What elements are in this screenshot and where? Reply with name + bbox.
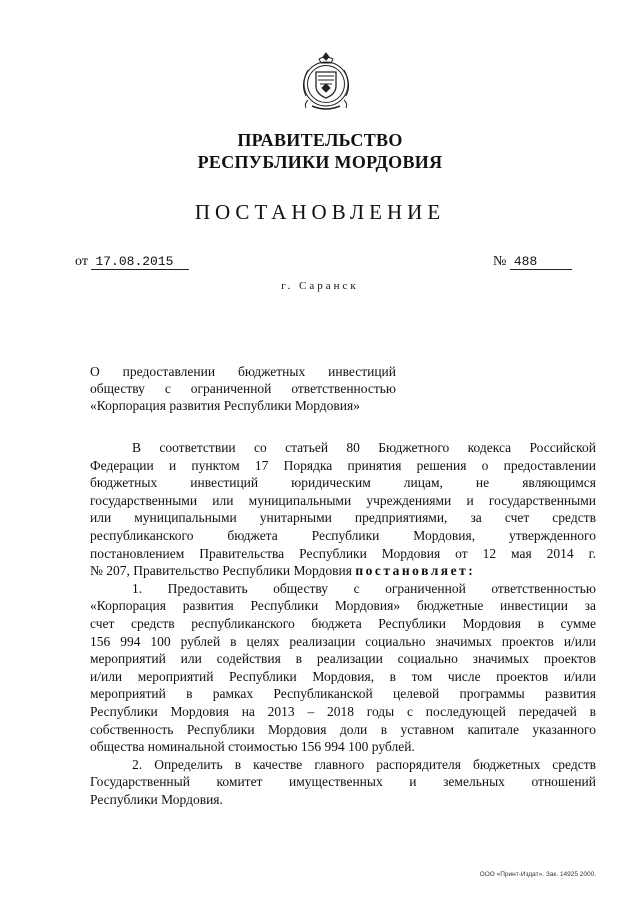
body-line: 2. Определить в качестве главного распорядителя бюджетных средств: [132, 756, 596, 772]
government-name-line2: РЕСПУБЛИКИ МОРДОВИЯ: [197, 152, 443, 172]
government-name-line1: ПРАВИТЕЛЬСТВО: [237, 130, 403, 150]
body-line: Государственный комитет имущественных и земельных отношений: [90, 774, 596, 790]
body-line: Республики Мордовия.: [90, 791, 223, 807]
body-line: собственность Республики Мордовия доли в уставном капитале указанного: [90, 721, 596, 737]
document-subject: [90, 363, 396, 414]
body-line: бюджетных инвестиций юридическим лицам, не являющимся: [90, 475, 596, 491]
document-date: 17.08.2015: [91, 254, 189, 270]
body-line: постановлением Правительства Республики Мордовия от 12 мая 2014 г.: [90, 545, 596, 561]
date-field: [75, 254, 189, 270]
body-line: республиканского бюджета Республики Мордовия, утвержденного: [90, 527, 596, 543]
body-line: и/или мероприятий Республики Мордовия, в том числе проектов и/или: [90, 668, 596, 684]
body-line-decree: [90, 562, 596, 580]
body-line: государственными или муниципальными учреждениями и государственными: [90, 492, 596, 508]
decree-word: постановляет:: [355, 563, 476, 579]
body-line: общества номинальной стоимостью 156 994 100 рублей.: [90, 739, 415, 755]
number-prefix: №: [493, 254, 507, 269]
city-label: г. Саранск: [281, 280, 359, 292]
body-line: Федерации и пунктом 17 Порядка принятия решения о предоставлении: [90, 457, 596, 473]
body-line: Республики Мордовия на 2013 – 2018 годы с последующей передачей в: [90, 703, 596, 719]
body-line: счет средств республиканского бюджета Республики Мордовия в сумме: [90, 615, 596, 631]
body-line: или муниципальными унитарными предприятиями, за счет средств: [90, 510, 596, 526]
document-number: 488: [510, 254, 572, 270]
body-line: 1. Предоставить обществу с ограниченной ответственностью: [132, 580, 596, 596]
date-prefix: от: [75, 254, 88, 269]
body-line: 156 994 100 рублей в целях реализации социально значимых проектов и/или: [90, 633, 596, 649]
body-line: мероприятий или содействия в реализации социально значимых проектов: [90, 651, 596, 667]
body-line-text: № 207, Правительство Республики Мордовия: [90, 563, 352, 579]
document-body: [90, 439, 596, 808]
subject-line: обществу с ограниченной ответственностью: [90, 381, 396, 396]
body-line: «Корпорация развития Республики Мордовия» бюджетные инвестиции за: [90, 598, 596, 614]
number-field: [493, 254, 572, 270]
subject-line: О предоставлении бюджетных инвестиций: [90, 364, 396, 379]
body-line: В соответствии со статьей 80 Бюджетного кодекса Российской: [132, 440, 596, 455]
coat-of-arms-icon: [296, 50, 356, 112]
body-line: мероприятий в рамках Республиканской целевой программы развития: [90, 686, 596, 702]
subject-line: «Корпорация развития Республики Мордовия»: [90, 398, 360, 413]
document-type-title: ПОСТАНОВЛЕНИЕ: [194, 200, 446, 224]
print-footer: ООО «Принт-Издат». Зак. 14925 2000.: [479, 871, 596, 878]
